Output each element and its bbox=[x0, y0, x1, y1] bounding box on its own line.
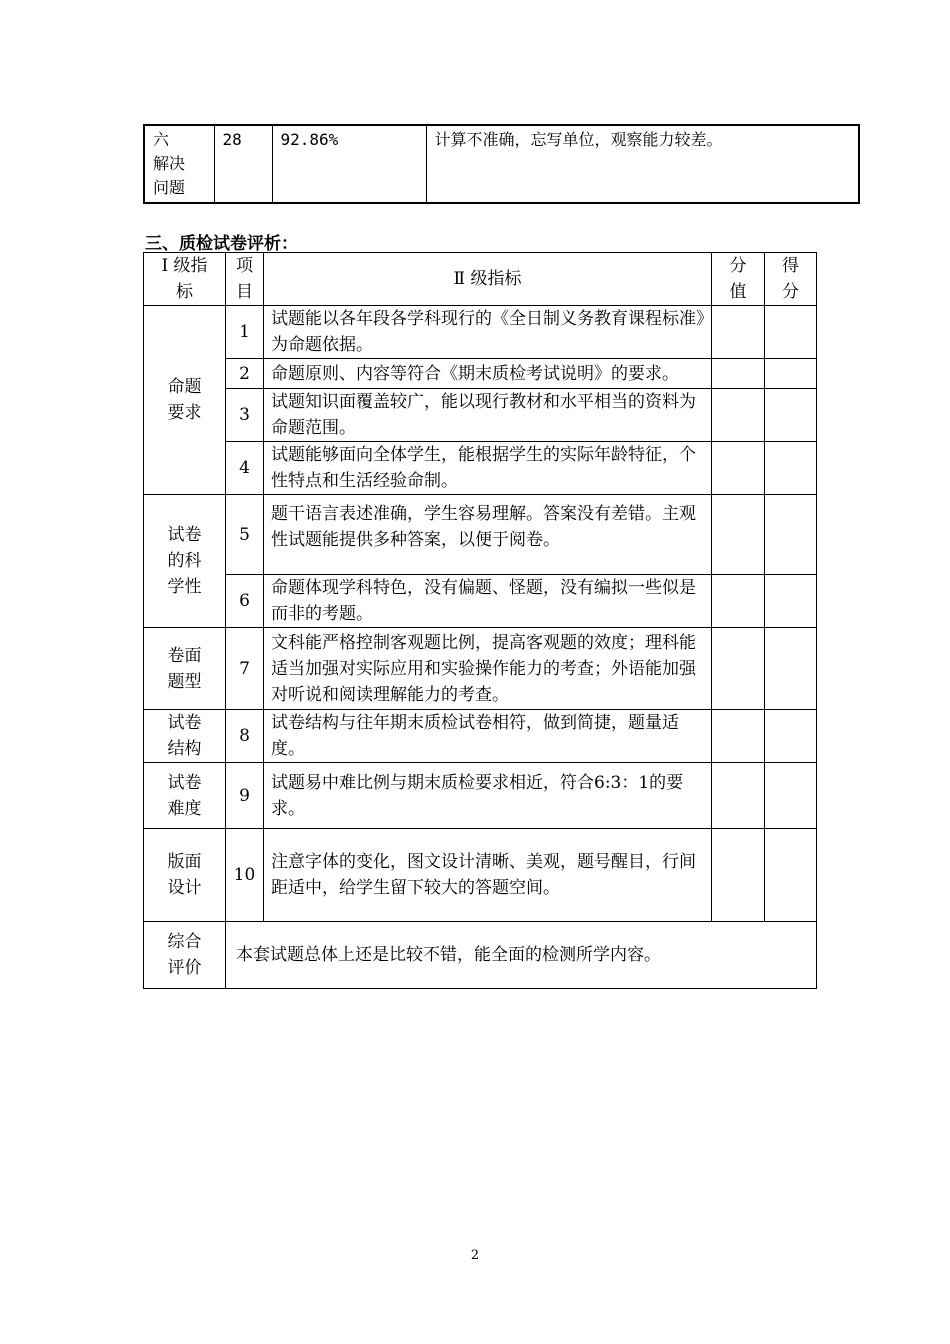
score-cell[interactable] bbox=[712, 710, 765, 763]
item-number: 7 bbox=[226, 628, 264, 710]
criterion-text: 题干语言表述准确，学生容易理解。答案没有差错。主观性试题能提供多种答案，以便于阅卷。 bbox=[264, 495, 712, 575]
table-row bbox=[144, 575, 817, 628]
criterion-text: 试卷结构与往年期末质检试卷相符，做到简捷，题量适度。 bbox=[264, 710, 712, 763]
criterion-text: 注意字体的变化，图文设计清晰、美观，题号醒目，行间距适中，给学生留下较大的答题空间。 bbox=[264, 829, 712, 922]
item-number: 9 bbox=[226, 763, 264, 829]
got-cell[interactable] bbox=[765, 306, 817, 359]
page-number: 2 bbox=[470, 1248, 480, 1263]
header-level1: Ⅰ 级指 标 bbox=[144, 253, 226, 306]
item-number: 5 bbox=[226, 495, 264, 575]
header-score: 分 值 bbox=[712, 253, 765, 306]
criterion-text: 试题易中难比例与期末质检要求相近，符合6:3：1的要求。 bbox=[264, 763, 712, 829]
category-cell: 六 解决 问题 bbox=[144, 125, 214, 203]
header-level2: Ⅱ 级指标 bbox=[264, 253, 712, 306]
table-row bbox=[144, 628, 817, 710]
analysis-cell: 计算不准确，忘写单位，观察能力较差。 bbox=[426, 125, 859, 203]
table-row bbox=[144, 495, 817, 575]
count-cell: 28 bbox=[214, 125, 272, 203]
criterion-text: 试题能以各年段各学科现行的《全日制义务教育课程标准》为命题依据。 bbox=[264, 306, 712, 359]
group-label: 版面 设计 bbox=[144, 829, 226, 922]
group-label: 卷面 题型 bbox=[144, 628, 226, 710]
header-got: 得 分 bbox=[765, 253, 817, 306]
table-row bbox=[144, 442, 817, 495]
group-label: 试卷 难度 bbox=[144, 763, 226, 829]
got-cell[interactable] bbox=[765, 763, 817, 829]
score-cell[interactable] bbox=[712, 575, 765, 628]
table-row bbox=[144, 125, 859, 203]
header-item: 项 目 bbox=[226, 253, 264, 306]
table-row bbox=[144, 829, 817, 922]
score-cell[interactable] bbox=[712, 442, 765, 495]
item-number: 1 bbox=[226, 306, 264, 359]
rate-cell: 92.86% bbox=[272, 125, 426, 203]
got-cell[interactable] bbox=[765, 442, 817, 495]
got-cell[interactable] bbox=[765, 575, 817, 628]
item-number: 10 bbox=[226, 829, 264, 922]
group-label: 试卷 结构 bbox=[144, 710, 226, 763]
group-label: 试卷 的科 学性 bbox=[144, 495, 226, 628]
criterion-text: 命题原则、内容等符合《期末质检考试说明》的要求。 bbox=[264, 359, 712, 389]
got-cell[interactable] bbox=[765, 359, 817, 389]
score-cell[interactable] bbox=[712, 359, 765, 389]
header-row bbox=[144, 253, 817, 306]
got-cell[interactable] bbox=[765, 495, 817, 575]
summary-text: 本套试题总体上还是比较不错，能全面的检测所学内容。 bbox=[226, 922, 817, 989]
item-number: 2 bbox=[226, 359, 264, 389]
table-row bbox=[144, 306, 817, 359]
got-cell[interactable] bbox=[765, 389, 817, 442]
got-cell[interactable] bbox=[765, 829, 817, 922]
item-number: 6 bbox=[226, 575, 264, 628]
criterion-text: 命题体现学科特色，没有偏题、怪题，没有编拟一些似是而非的考题。 bbox=[264, 575, 712, 628]
group-label: 命题 要求 bbox=[144, 306, 226, 495]
score-cell[interactable] bbox=[712, 306, 765, 359]
item-number: 8 bbox=[226, 710, 264, 763]
table-row bbox=[144, 389, 817, 442]
item-number: 3 bbox=[226, 389, 264, 442]
criterion-text: 文科能严格控制客观题比例，提高客观题的效度；理科能适当加强对实际应用和实验操作能力的考查；外语能加强对听说和阅读理解能力的考查。 bbox=[264, 628, 712, 710]
summary-label: 综合 评价 bbox=[144, 922, 226, 989]
score-cell[interactable] bbox=[712, 829, 765, 922]
summary-row bbox=[144, 922, 817, 989]
score-cell[interactable] bbox=[712, 389, 765, 442]
table-row bbox=[144, 359, 817, 389]
table-row bbox=[144, 763, 817, 829]
score-analysis-table bbox=[143, 124, 860, 204]
section-heading: 三、质检试卷评析： bbox=[145, 234, 298, 254]
score-cell[interactable] bbox=[712, 495, 765, 575]
score-cell[interactable] bbox=[712, 628, 765, 710]
score-cell[interactable] bbox=[712, 763, 765, 829]
item-number: 4 bbox=[226, 442, 264, 495]
table-row bbox=[144, 710, 817, 763]
criterion-text: 试题能够面向全体学生，能根据学生的实际年龄特征，个性特点和生活经验命制。 bbox=[264, 442, 712, 495]
criterion-text: 试题知识面覆盖较广，能以现行教材和水平相当的资料为命题范围。 bbox=[264, 389, 712, 442]
got-cell[interactable] bbox=[765, 628, 817, 710]
evaluation-table bbox=[143, 252, 817, 989]
got-cell[interactable] bbox=[765, 710, 817, 763]
